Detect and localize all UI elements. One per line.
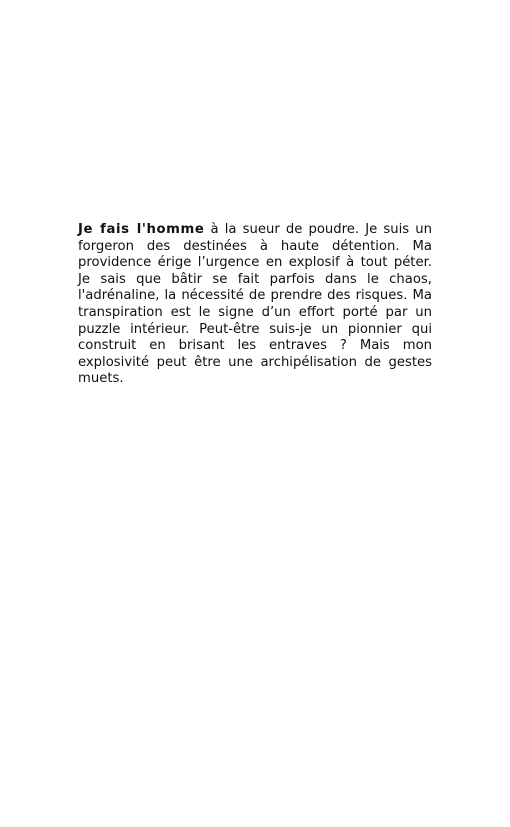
body-paragraph	[78, 222, 432, 388]
lead-phrase: Je fais l'homme	[78, 222, 205, 237]
paragraph-text: à la sueur de poudre. Je suis un forgeron des destinées à haute détention. Ma providence érige l’urgence en explosif à tout péter. Je sais que bâtir se fait parfois dans le chaos, l'adrénaline, la nécessité de prendre des risques. Ma transpiration est le signe d’un effort porté par un puzzle intérieur. Peut-être suis-je un pionnier qui construit en brisant les entraves ? Mais mon explosivité peut être une archipélisation de gestes muets.	[78, 222, 432, 387]
